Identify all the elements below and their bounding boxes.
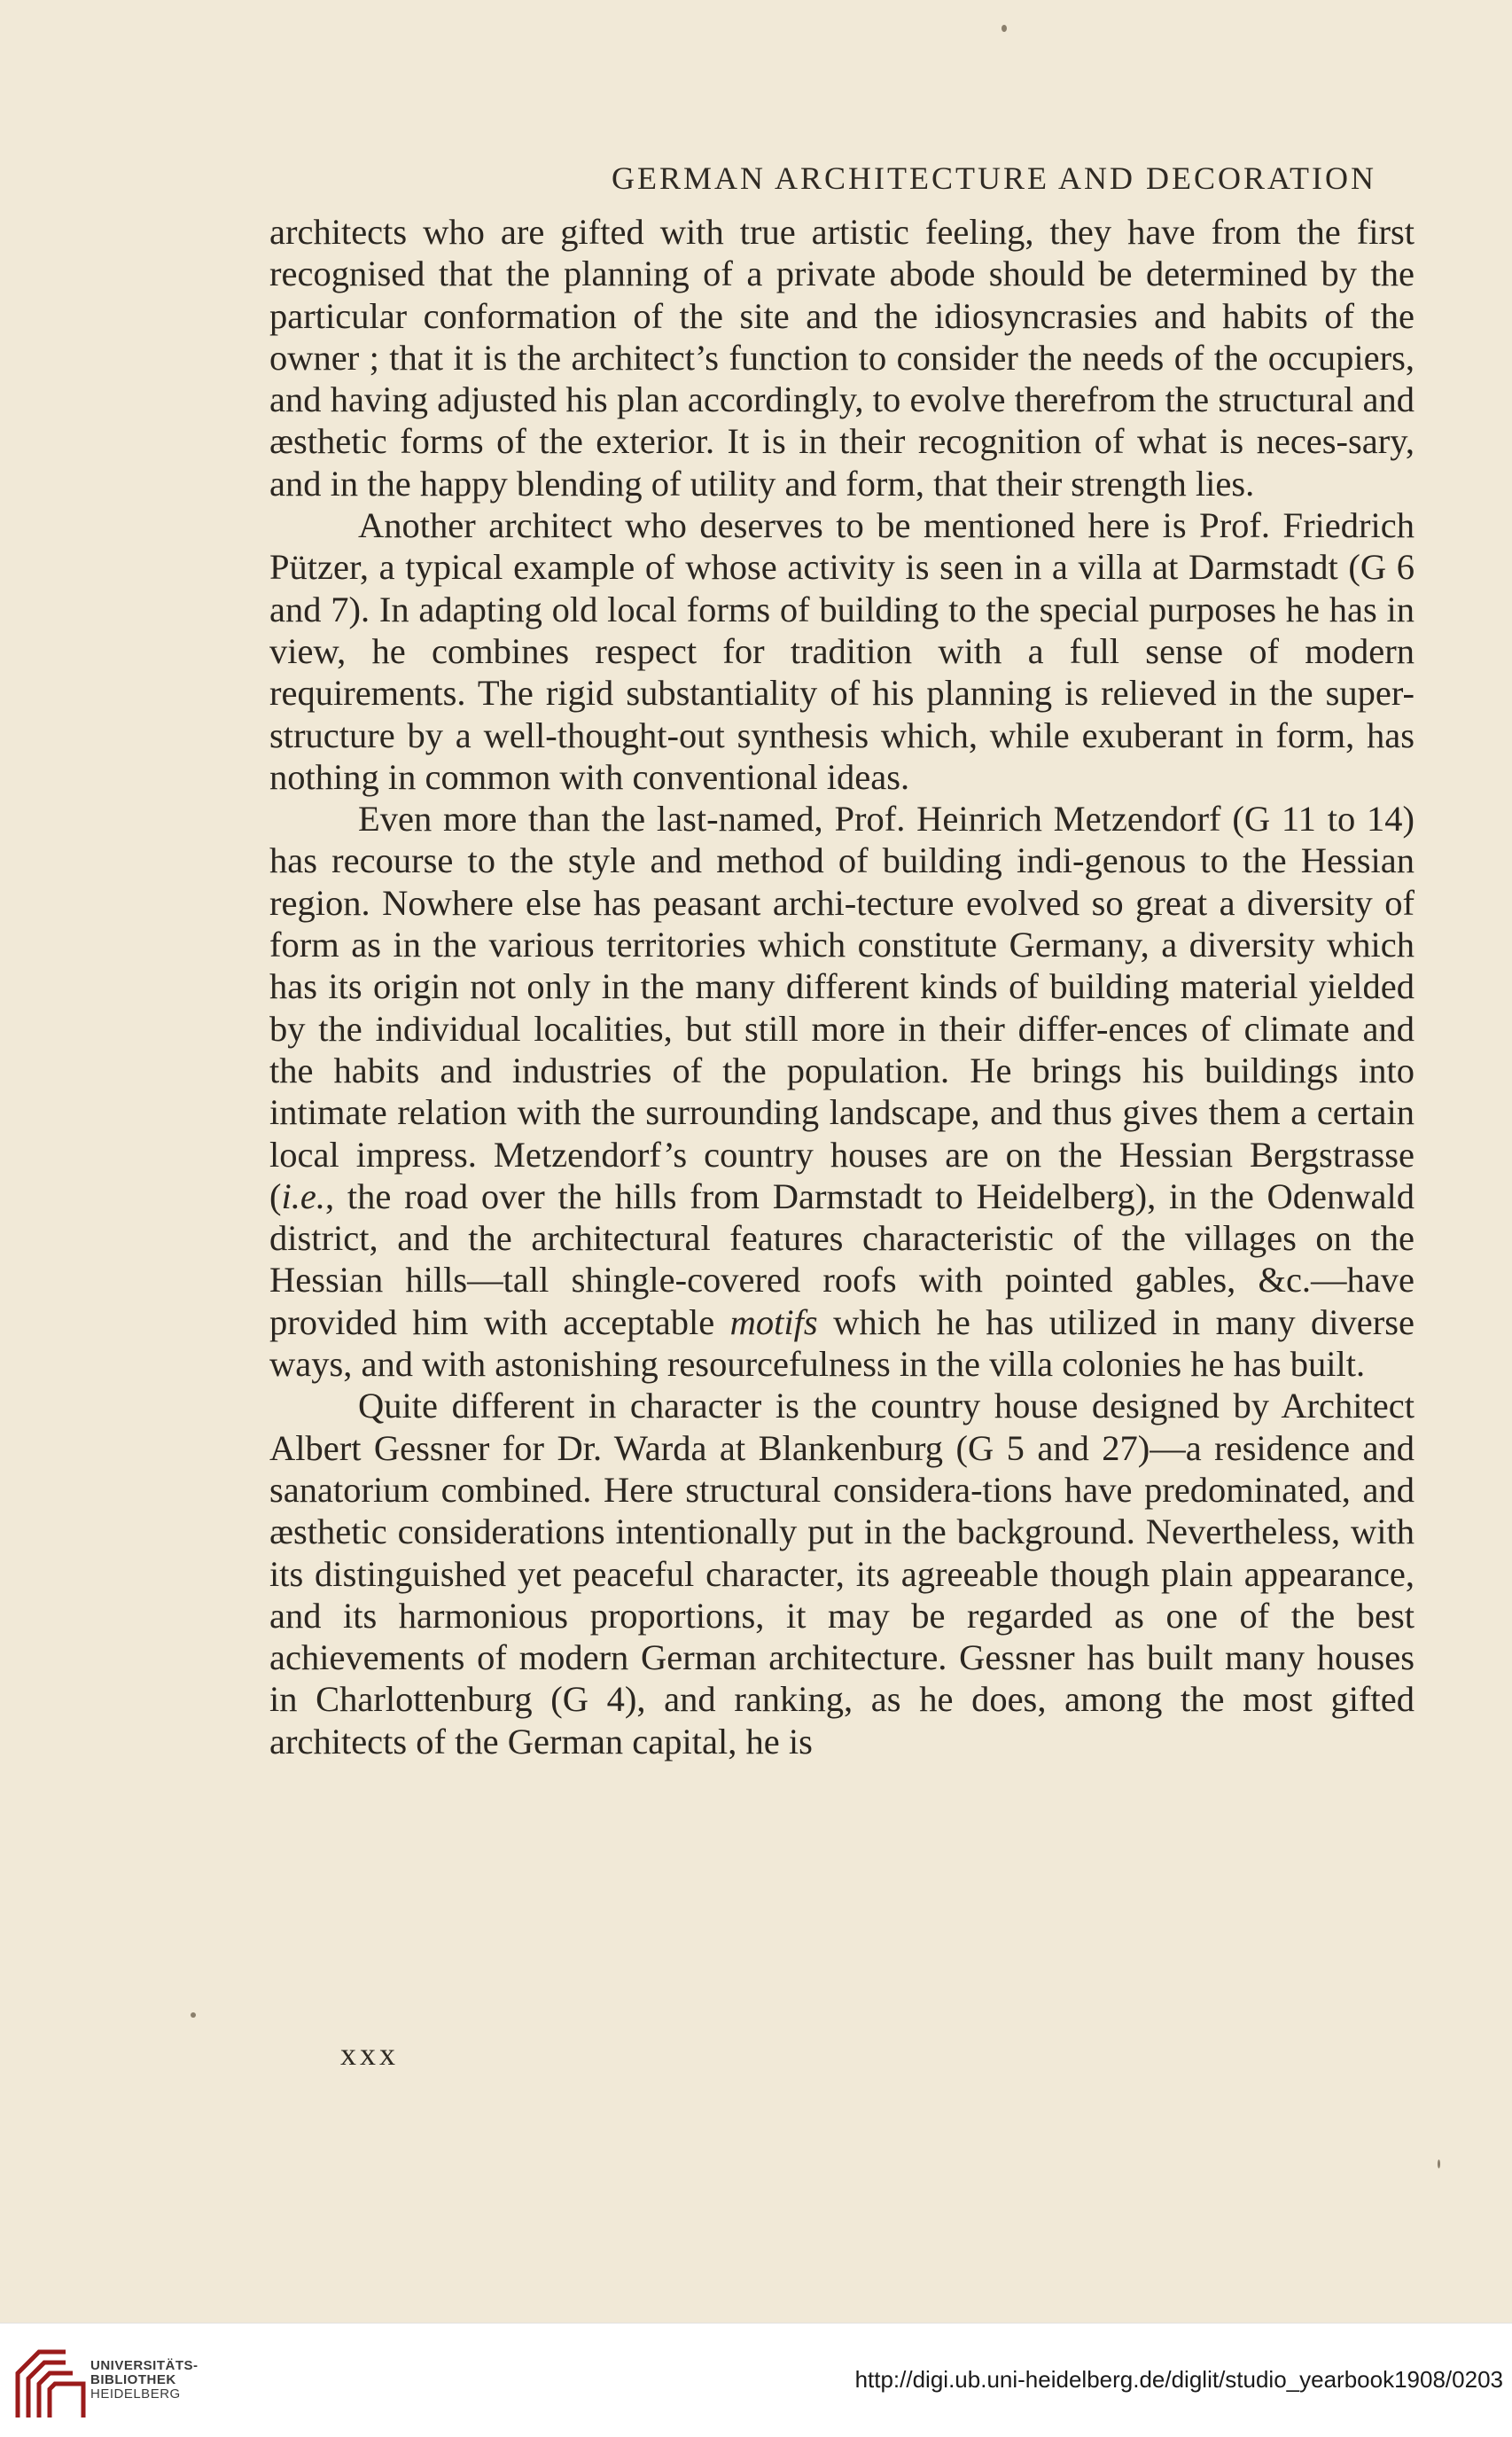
library-name-line-3: HEIDELBERG — [90, 2386, 181, 2402]
body-text — [269, 211, 1415, 1762]
page-number: xxx — [340, 2036, 399, 2072]
library-name-line-2: BIBLIOTHEK — [90, 2372, 176, 2387]
paragraph-1: architects who are gifted with true artistic feeling, they have from the first recognised that the planning of a private abode should be determined by the particular conformation of the site and the idiosyncrasies and habits of the owner ; that it is the architect’s function to consider the needs of the occupiers, and having adjusted his plan accordingly, to evolve therefrom the structural and æsthetic forms of the exterior. It is in their recognition of what is neces-sary, and in the happy blending of utility and form, that their strength lies. — [269, 212, 1415, 504]
paragraph-2: Another architect who deserves to be mentioned here is Prof. Friedrich Pützer, a typical example of whose activity is seen in a villa at Darmstadt (G 6 and 7). In adapting old local forms of building to the special purposes he has in view, he combines respect for tradition with a full sense of modern requirements. The rigid substantiality of his planning is relieved in the super-structure by a well-thought-out synthesis which, while exuberant in form, has nothing in common with conventional ideas. — [269, 505, 1415, 797]
paragraph-3-text-a: Even more than the last-named, Prof. Heinrich Metzendorf (G 11 to 14) has recourse to the style and method of building indi-genous to the Hessian region. Nowhere else has peasant archi-tecture evolved so great a diversity of form as in the various territories which constitute Germany, a diversity which has its origin not only in the many different kinds of building material yielded by the individual localities, but still more in their differ-ences of climate and the habits and industries of the population. He brings his buildings into intimate relation with the surrounding landscape, and thus gives them a certain local impress. Metzendorf’s country houses are on the Hessian Bergstrasse ( — [269, 799, 1415, 1216]
paper-speck — [191, 2012, 196, 2018]
library-logo-icon — [14, 2341, 90, 2421]
footer-bar — [0, 2323, 1512, 2437]
paragraph-3-italic-motifs: motifs — [729, 1301, 818, 1342]
library-name — [90, 2359, 199, 2402]
library-name-line-1: UNIVERSITÄTS- — [90, 2358, 199, 2373]
paragraph-4: Quite different in character is the country house designed by Architect Albert Gessner for Dr. Warda at Blankenburg (G 5 and 27)—a residence and sanatorium combined. Here structural considera-tions have predominated, and æsthetic considerations intentionally put in the background. Nevertheless, with its distinguished yet peaceful character, its agreeable though plain appearance, and its harmonious proportions, it may be regarded as one of the best achievements of modern German architecture. Gessner has built many houses in Charlottenburg (G 4), and ranking, as he does, among the most gifted architects of the German capital, he is — [269, 1386, 1415, 1761]
paper-speck — [1002, 25, 1007, 32]
source-url-link[interactable]: http://digi.ub.uni-heidelberg.de/diglit/studio_yearbook1908/0203 — [854, 2366, 1503, 2393]
paragraph-3-italic-ie: i.e. — [281, 1176, 325, 1216]
paper-speck — [1438, 2160, 1440, 2168]
running-head: GERMAN ARCHITECTURE AND DECORATION — [612, 160, 1377, 196]
paragraph-3-text-c: which he has utilized in many diverse ways, and with astonishing resourcefulness in the villa colonies he has built. — [269, 1301, 1415, 1385]
paragraph-3 — [269, 798, 1415, 1385]
paragraph-3-text-b: , the road over the hills from Darmstadt to Heidelberg), in the Odenwald district, and the architectural features characteristic of the villages on the Hessian hills—tall shingle-covered roofs with pointed gables, &c.—have provided him with acceptable — [269, 1176, 1415, 1342]
